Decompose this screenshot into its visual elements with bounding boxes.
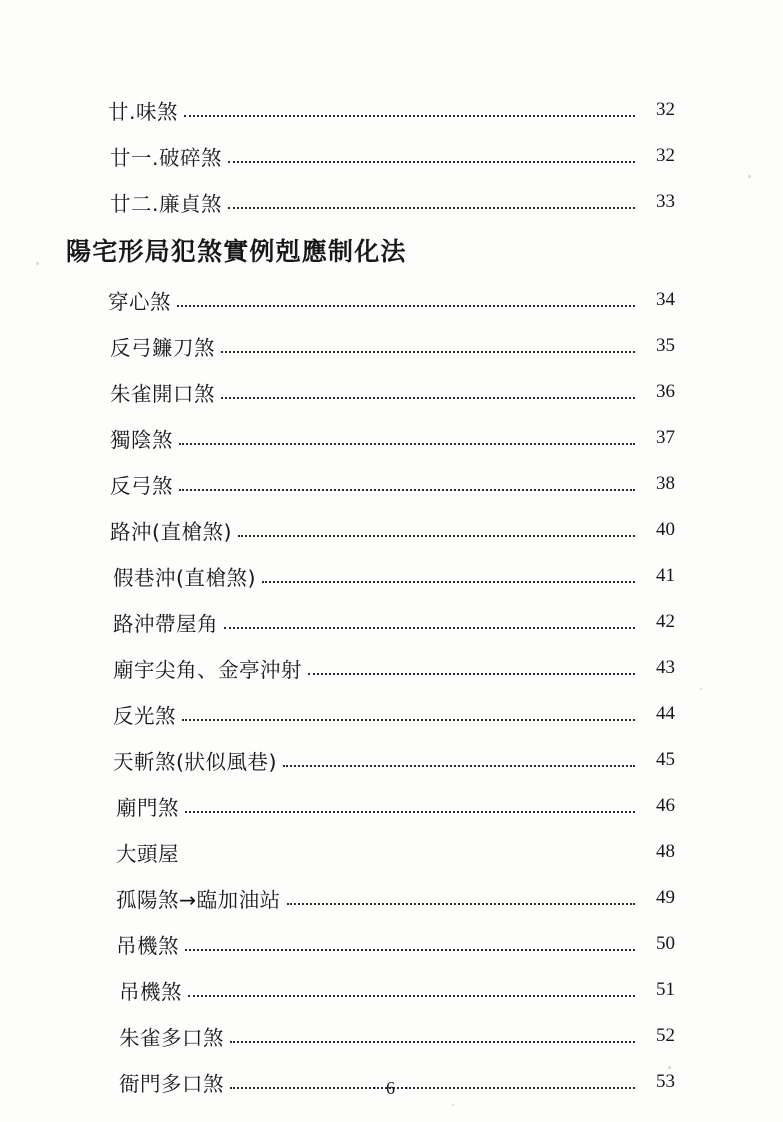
toc-entry[interactable]: [5, 636, 783, 682]
toc-entry[interactable]: [8, 912, 783, 958]
toc-entry-page: 51: [656, 979, 675, 1000]
toc-entry-label: 孤陽煞→臨加油站: [116, 887, 281, 912]
toc-entry[interactable]: [2, 170, 783, 216]
toc-entry-page: 48: [656, 841, 675, 862]
toc-entry-page: 42: [656, 611, 675, 632]
toc-entry[interactable]: [2, 124, 783, 170]
dot-leader: [182, 716, 635, 722]
dot-leader: [184, 112, 635, 118]
toc-entry-label: 廟門煞: [116, 795, 179, 820]
toc-entry[interactable]: [5, 728, 783, 774]
toc-entry-label: 路沖帶屋角: [113, 611, 218, 636]
toc-entry-page: 46: [656, 795, 675, 816]
dot-leader: [185, 946, 635, 952]
dot-leader: [177, 302, 635, 308]
toc-entry-label: 朱雀開口煞: [110, 381, 215, 406]
dot-leader: [308, 670, 635, 676]
toc-entry-label: 路沖(直槍煞): [110, 519, 232, 544]
toc-entry-page: 34: [656, 289, 675, 310]
toc-entry[interactable]: [11, 958, 783, 1004]
toc-entry-page: 33: [656, 191, 675, 212]
toc-entry[interactable]: [11, 1004, 783, 1050]
page-number: · 6 ·: [371, 1078, 412, 1098]
dot-leader: [221, 394, 635, 400]
toc-entry-label: 廿二.廉貞煞: [110, 191, 223, 216]
toc-entry-label: 廿.味煞: [108, 99, 179, 124]
dot-leader: [283, 762, 635, 768]
dot-leader: [185, 854, 635, 860]
toc-entry-label: 反光煞: [113, 703, 176, 728]
toc-entry-label: 朱雀多口煞: [119, 1025, 224, 1050]
table-of-contents: [0, 78, 783, 1096]
toc-entry-page: 40: [656, 519, 675, 540]
toc-entry-label: 廿一.破碎煞: [110, 145, 223, 170]
toc-entry-page: 41: [656, 565, 675, 586]
toc-entry[interactable]: [2, 314, 783, 360]
toc-entry-page: 32: [656, 99, 675, 120]
toc-entry-label: 大頭屋: [116, 841, 179, 866]
toc-entry-page: 49: [656, 887, 675, 908]
toc-entry[interactable]: [0, 268, 783, 314]
dot-leader: [185, 808, 635, 814]
dot-leader: [221, 348, 635, 354]
dot-leader: [179, 440, 635, 446]
dot-leader: [188, 992, 635, 998]
toc-entry-label: 反弓鐮刀煞: [110, 335, 215, 360]
toc-entry-page: 53: [656, 1071, 675, 1092]
toc-entry-page: 37: [656, 427, 675, 448]
toc-entry-label: 廟宇尖角、金亭沖射: [113, 657, 302, 682]
toc-entry-page: 44: [656, 703, 675, 724]
scan-speck: [452, 1104, 454, 1106]
toc-entry-label: 穿心煞: [108, 289, 171, 314]
toc-entry[interactable]: [2, 498, 783, 544]
toc-entry-page: 35: [656, 335, 675, 356]
dot-leader: [228, 204, 635, 210]
toc-entry[interactable]: [5, 682, 783, 728]
dot-leader: [224, 624, 635, 630]
dot-leader: [238, 532, 635, 538]
dot-leader: [287, 900, 635, 906]
toc-entry-page: 52: [656, 1025, 675, 1046]
toc-entry-label: 天斬煞(狀似風巷): [113, 749, 277, 774]
toc-entry[interactable]: [8, 774, 783, 820]
toc-entry[interactable]: [2, 406, 783, 452]
toc-entry-label: 吊機煞: [119, 979, 182, 1004]
toc-entry-label: 假巷沖(直槍煞): [113, 565, 256, 590]
toc-section-heading: [0, 216, 783, 268]
toc-entry-page: 36: [656, 381, 675, 402]
toc-entry-page: 38: [656, 473, 675, 494]
dot-leader: [230, 1038, 635, 1044]
dot-leader: [262, 578, 635, 584]
toc-entry[interactable]: [5, 544, 783, 590]
dot-leader: [179, 486, 635, 492]
toc-entry-page: 32: [656, 145, 675, 166]
toc-entry[interactable]: [8, 866, 783, 912]
toc-entry-label: 反弓煞: [110, 473, 173, 498]
toc-section-heading-label: 陽宅形局犯煞實例剋應制化法: [66, 237, 407, 266]
toc-entry-page: 50: [656, 933, 675, 954]
toc-entry-label: 衙門多口煞: [119, 1071, 224, 1096]
dot-leader: [228, 158, 635, 164]
toc-entry-label: 吊機煞: [116, 933, 179, 958]
toc-entry-page: 45: [656, 749, 675, 770]
toc-entry-page: 43: [656, 657, 675, 678]
toc-entry[interactable]: [8, 820, 783, 866]
toc-entry[interactable]: [2, 452, 783, 498]
toc-entry-label: 獨陰煞: [110, 427, 173, 452]
toc-entry[interactable]: [0, 78, 783, 124]
toc-entry[interactable]: [5, 590, 783, 636]
toc-entry[interactable]: [2, 360, 783, 406]
